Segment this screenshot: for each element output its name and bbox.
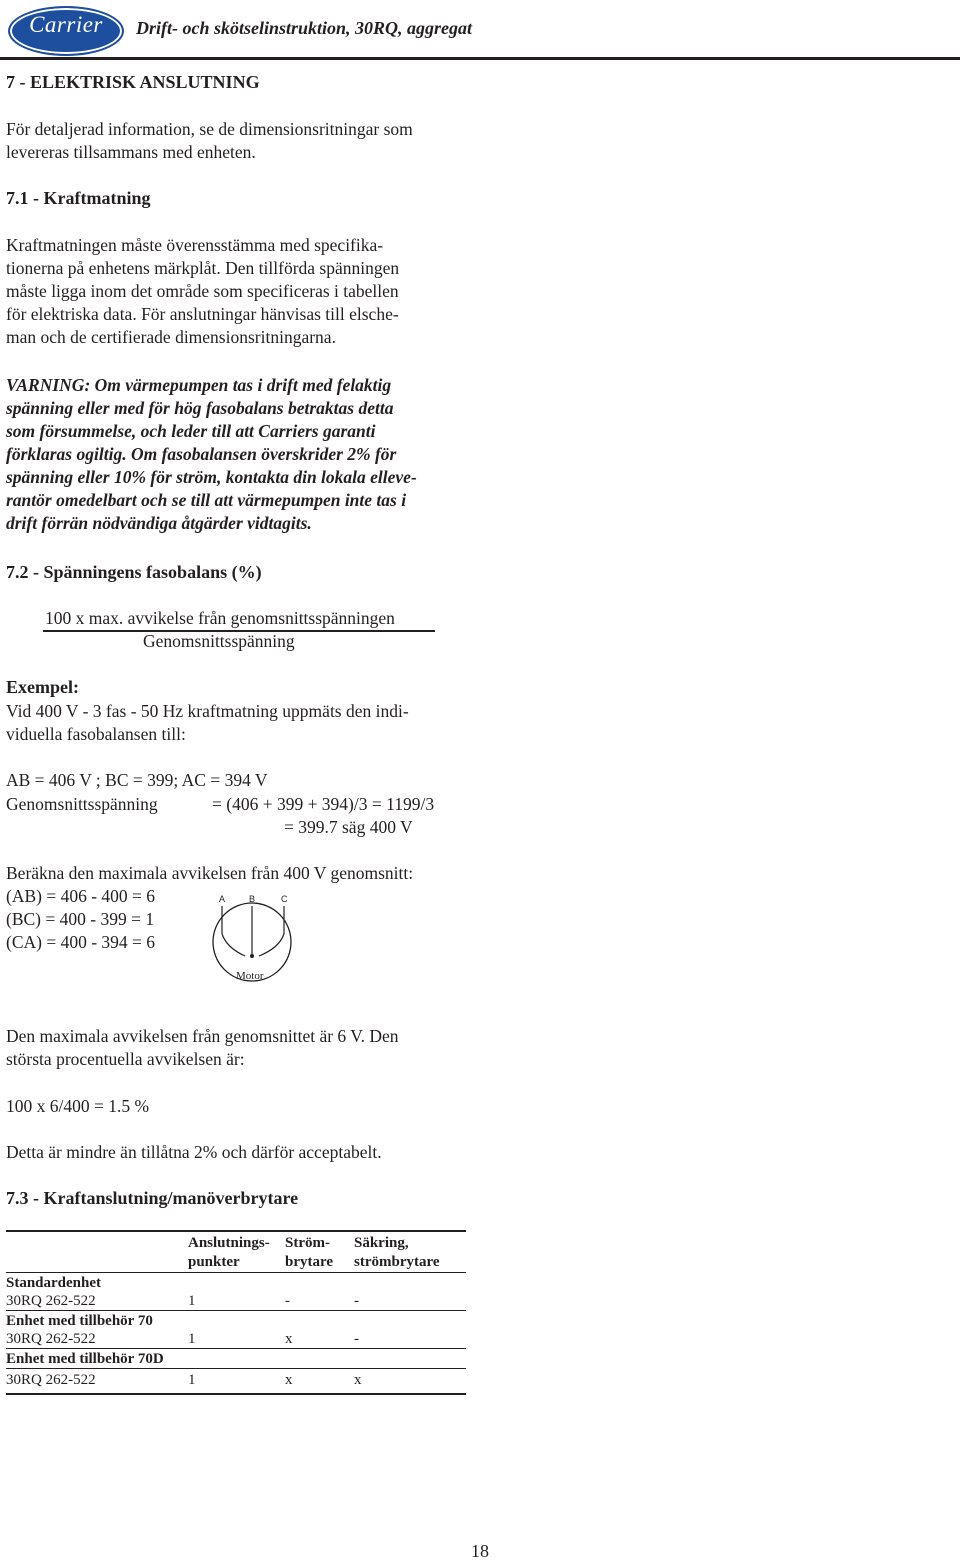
cell-circuit-breaker: - — [285, 1293, 290, 1309]
winding-a — [222, 934, 245, 956]
example-label: Exempel: — [6, 677, 79, 697]
winding-c — [259, 934, 284, 956]
table-top-rule — [6, 1230, 466, 1232]
header-divider — [0, 57, 960, 60]
document-title: Drift- och skötselinstruktion, 30RQ, aggregat — [136, 18, 473, 38]
example-line: Vid 400 V - 3 fas - 50 Hz kraftmatning uppmäts den indi- — [6, 701, 409, 721]
deviation-intro: Beräkna den maximala avvikelsen från 400 V genomsnitt: — [6, 863, 414, 883]
warning-line: drift förrän nödvändiga åtgärder vidtagits. — [6, 513, 312, 533]
example-line: viduella fasobalansen till: — [6, 724, 186, 744]
header-circuit-breaker: Ström- brytare — [285, 1235, 334, 1270]
terminal-a-label: A — [219, 894, 226, 904]
terminal-c-label: C — [281, 894, 288, 904]
conclusion-line: Den maximala avvikelsen från genomsnittet är 6 V. Den — [6, 1026, 399, 1046]
table-row — [6, 1292, 466, 1311]
table-row — [6, 1368, 466, 1394]
warning-line: rantör omedelbart och se till att värmepumpen inte tas i — [6, 490, 407, 510]
body-line: för elektriska data. För anslutningar hänvisas till elsche- — [6, 304, 399, 324]
body-line: man och de certifierade dimensionsritningarna. — [6, 327, 336, 347]
deviation-item: (BC) = 400 - 399 = 1 — [6, 909, 155, 929]
section-7-intro — [6, 118, 413, 164]
intro-line: För detaljerad information, se de dimensionsritningar som — [6, 119, 413, 139]
section-7-1-body — [6, 234, 399, 349]
table-row — [6, 1330, 466, 1349]
conclusion-line: största procentuella avvikelsen är: — [6, 1049, 245, 1069]
formula-denominator: Genomsnittsspänning — [143, 631, 295, 651]
cell-circuit-breaker: x — [285, 1331, 293, 1347]
warning-line: förklaras ogiltig. Om fasobalansen överskrider 2% för — [6, 444, 397, 464]
cell-connection-points: 1 — [188, 1372, 196, 1388]
warning-line: spänning eller med för hög fasobalans betraktas detta — [6, 398, 394, 418]
deviation-list — [6, 885, 155, 954]
average-result: = 399.7 säg 400 V — [284, 817, 413, 837]
motor-label: Motor — [236, 970, 264, 982]
cell-fuse-switch: - — [354, 1293, 359, 1309]
average-label: Genomsnittsspänning — [6, 794, 158, 814]
deviation-item: (CA) = 400 - 394 = 6 — [6, 932, 156, 952]
page-number: 18 — [471, 1541, 489, 1561]
motor-diagram — [205, 890, 305, 990]
section-7-2-heading: 7.2 - Spänningens fasobalans (%) — [6, 562, 262, 582]
terminal-b-label: B — [249, 894, 256, 904]
body-line: måste ligga inom det område som specificeras i tabellen — [6, 281, 399, 301]
cell-connection-points: 1 — [188, 1331, 196, 1347]
section-7-heading: 7 - ELEKTRISK ANSLUTNING — [6, 72, 260, 92]
cell-circuit-breaker: x — [285, 1372, 293, 1388]
table-group-row — [6, 1349, 466, 1369]
header-connection-points: Anslutnings- punkter — [188, 1235, 270, 1270]
cell-model: 30RQ 262-522 — [6, 1372, 96, 1388]
formula-numerator: 100 x max. avvikelse från genomsnittsspänningen — [45, 608, 395, 628]
cell-connection-points: 1 — [188, 1293, 196, 1309]
cell-fuse-switch: x — [354, 1372, 362, 1388]
final-statement: Detta är mindre än tillåtna 2% och därför acceptabelt. — [6, 1142, 382, 1162]
table-group-row — [6, 1311, 466, 1330]
intro-line: levereras tillsammans med enheten. — [6, 142, 256, 162]
cell-model: 30RQ 262-522 — [6, 1331, 96, 1347]
table-group-row — [6, 1273, 466, 1292]
warning-line: spänning eller 10% för ström, kontakta din lokala elleve- — [6, 467, 417, 487]
measured-values: AB = 406 V ; BC = 399; AC = 394 V — [6, 770, 268, 790]
star-point — [250, 954, 254, 958]
group-label: Enhet med tillbehör 70 — [6, 1312, 153, 1329]
conclusion-text — [6, 1025, 399, 1071]
body-line: tionerna på enhetens märkplåt. Den tillförda spänningen — [6, 258, 400, 278]
connection-table — [6, 1234, 466, 1395]
average-calculation: = (406 + 399 + 394)/3 = 1199/3 — [212, 794, 435, 814]
cell-fuse-switch: - — [354, 1331, 359, 1347]
example-text — [6, 700, 409, 746]
warning-text — [6, 374, 417, 535]
body-line: Kraftmatningen måste överensstämma med specifika- — [6, 235, 384, 255]
section-7-1-heading: 7.1 - Kraftmatning — [6, 188, 151, 208]
warning-line: som försummelse, och leder till att Carriers garanti — [6, 421, 376, 441]
table-header-row — [6, 1234, 466, 1273]
group-label: Enhet med tillbehör 70D — [6, 1350, 164, 1367]
section-7-3-heading: 7.3 - Kraftanslutning/manöverbrytare — [6, 1188, 299, 1208]
warning-line: VARNING: Om värmepumpen tas i drift med felaktig — [6, 375, 392, 395]
percentage-formula: 100 x 6/400 = 1.5 % — [6, 1096, 150, 1116]
carrier-logo-text: Carrier — [29, 12, 103, 37]
header-fuse-switch: Säkring, strömbrytare — [354, 1235, 440, 1270]
cell-model: 30RQ 262-522 — [6, 1293, 96, 1309]
deviation-item: (AB) = 406 - 400 = 6 — [6, 886, 156, 906]
group-label: Standardenhet — [6, 1274, 102, 1291]
